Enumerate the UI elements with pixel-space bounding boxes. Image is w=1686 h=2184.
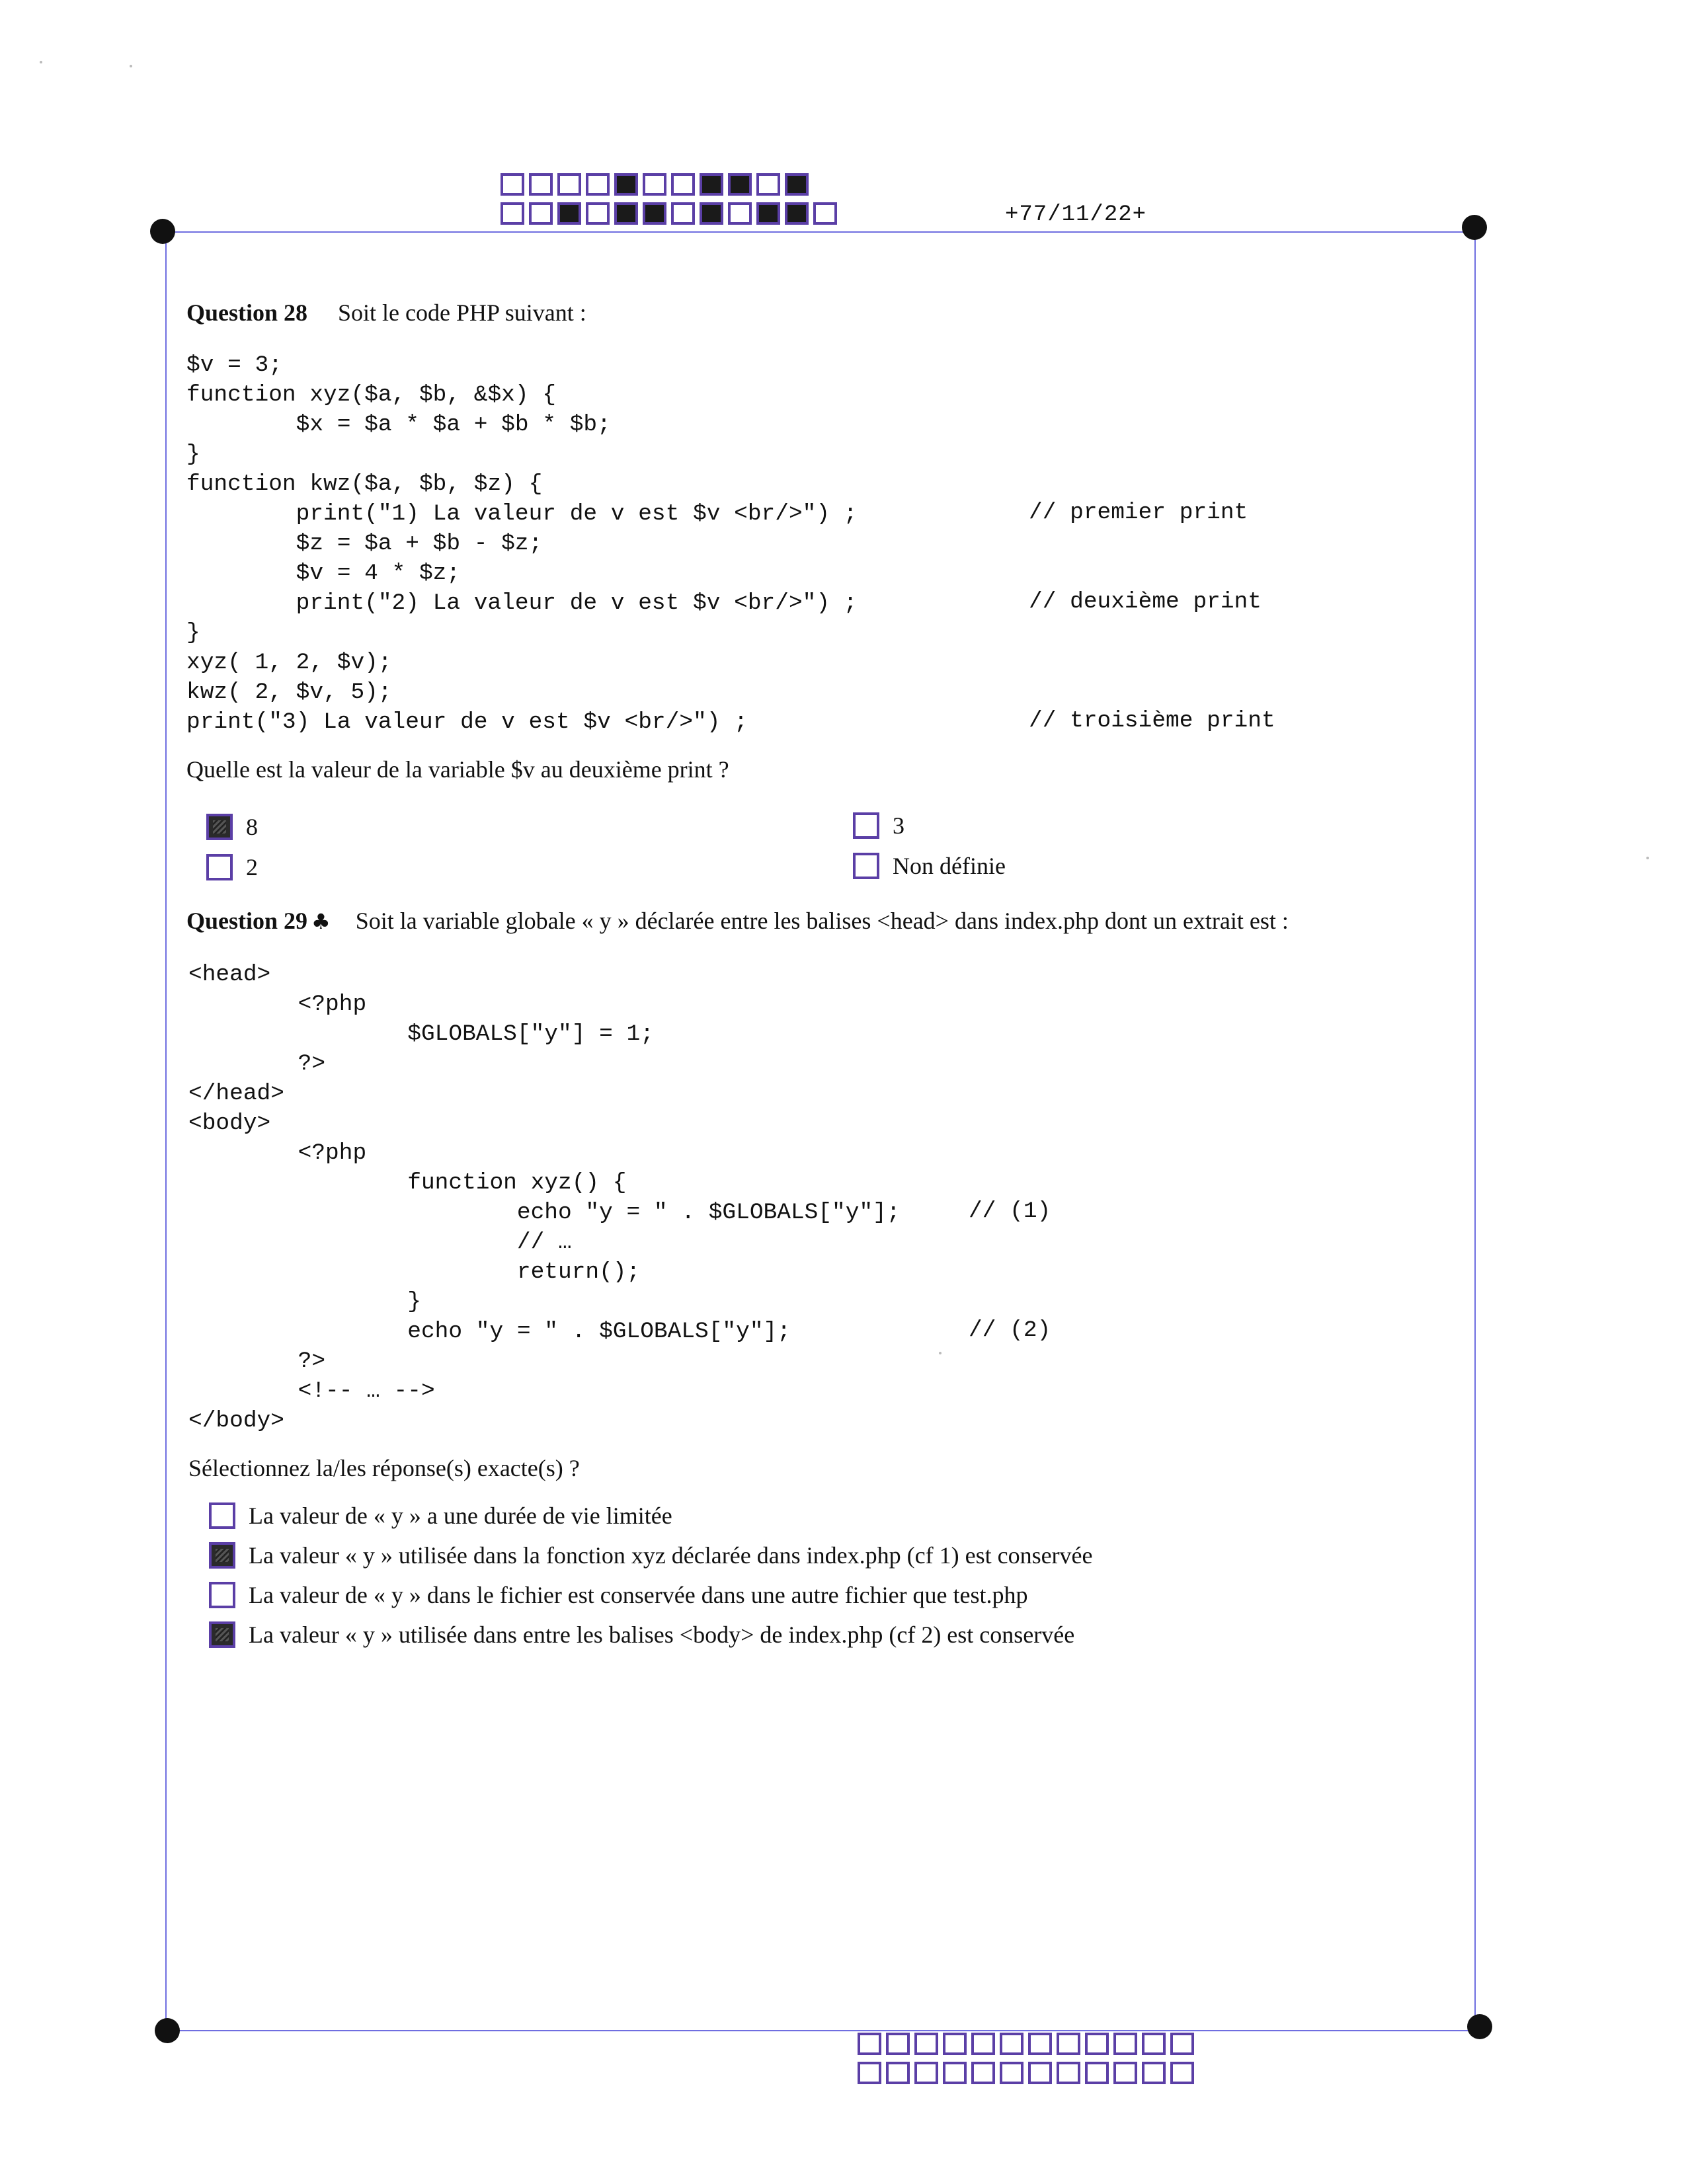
answer-label: 8	[246, 814, 258, 840]
code-cell	[813, 202, 837, 225]
q28-answer-8[interactable]	[206, 813, 258, 841]
code-cell	[501, 202, 524, 225]
code-cell	[671, 173, 695, 196]
answer-label: La valeur « y » utilisée dans la fonction xyz déclarée dans index.php (cf 1) est conservée	[249, 1542, 1093, 1569]
q29-code-line-11: return();	[188, 1259, 641, 1285]
code-cell	[557, 202, 581, 225]
top-code-row-2	[501, 202, 842, 225]
q28-code-line-2: function xyz($a, $b, &$x) {	[186, 382, 556, 408]
checkbox[interactable]	[853, 812, 879, 839]
q29-code-line-9: echo "y = " . $GLOBALS["y"];	[188, 1200, 901, 1226]
frame-left	[165, 231, 167, 2031]
corner-marker-bottom-right	[1467, 2014, 1492, 2039]
q29-answer-3[interactable]	[209, 1581, 1028, 1609]
q29-code-line-15: <!-- … -->	[188, 1378, 435, 1404]
question-28-heading	[186, 299, 586, 327]
code-cell	[756, 202, 780, 225]
checkbox[interactable]	[206, 814, 233, 840]
code-cell	[886, 2033, 910, 2055]
checkbox[interactable]	[853, 853, 879, 879]
q29-answer-1[interactable]	[209, 1502, 672, 1530]
code-cell	[1085, 2033, 1109, 2055]
answer-label: Non définie	[893, 853, 1006, 879]
scan-speck	[1646, 857, 1649, 859]
q28-code-line-10: }	[186, 620, 200, 646]
corner-marker-top-left	[150, 219, 175, 244]
code-cell	[728, 202, 752, 225]
code-cell	[1170, 2062, 1194, 2084]
code-cell	[943, 2033, 967, 2055]
q28-answer-2[interactable]	[206, 853, 258, 881]
q28-code-line-11: xyz( 1, 2, $v);	[186, 650, 392, 676]
scan-speck	[130, 65, 132, 67]
bottom-code-row-1	[858, 2033, 1199, 2055]
q29-code-line-1: <head>	[188, 962, 271, 988]
q29-comment-2: // (2)	[969, 1317, 1051, 1343]
checkbox[interactable]	[209, 1621, 235, 1648]
bottom-code-row-2	[858, 2062, 1199, 2084]
code-cell	[1000, 2062, 1024, 2084]
sheet-id: +77/11/22+	[1005, 202, 1147, 227]
q28-code-line-8: $v = 4 * $z;	[186, 561, 461, 586]
code-cell	[914, 2033, 938, 2055]
q29-answer-2[interactable]	[209, 1541, 1093, 1569]
q28-answer-3[interactable]	[853, 812, 904, 839]
code-cell	[614, 202, 638, 225]
code-cell	[728, 173, 752, 196]
checkbox[interactable]	[209, 1502, 235, 1529]
scan-speck	[40, 61, 42, 63]
q29-code-line-13: echo "y = " . $GLOBALS["y"];	[188, 1319, 791, 1345]
question-29-prompt: Soit la variable globale « y » déclarée entre les balises <head> dans index.php dont un extrait est :	[355, 908, 1289, 934]
corner-marker-bottom-left	[155, 2018, 180, 2043]
q29-comment-1: // (1)	[969, 1198, 1051, 1224]
question-29-heading	[186, 907, 1289, 935]
q28-code-line-1: $v = 3;	[186, 352, 282, 378]
scan-speck	[939, 1352, 942, 1354]
question-28-number: Question 28	[186, 299, 308, 326]
code-cell	[700, 173, 723, 196]
code-cell	[1170, 2033, 1194, 2055]
q28-comment-premier: // premier print	[1029, 500, 1248, 526]
q28-code-line-5: function kwz($a, $b, $z) {	[186, 471, 543, 497]
code-cell	[1028, 2062, 1052, 2084]
checkbox[interactable]	[209, 1582, 235, 1608]
code-cell	[643, 202, 666, 225]
question-29-number: Question 29	[186, 908, 308, 934]
code-cell	[785, 202, 809, 225]
code-cell	[586, 202, 610, 225]
answer-label: 3	[893, 812, 904, 839]
answer-label: La valeur de « y » dans le fichier est conservée dans une autre fichier que test.php	[249, 1582, 1028, 1608]
code-cell	[614, 173, 638, 196]
code-cell	[1085, 2062, 1109, 2084]
q29-code-line-2: <?php	[188, 992, 367, 1017]
q28-code-line-13: print("3) La valeur de v est $v <br/>") ;	[186, 709, 748, 735]
code-cell	[1113, 2062, 1137, 2084]
checkbox[interactable]	[206, 854, 233, 880]
q28-answer-non-definie[interactable]	[853, 852, 1006, 880]
code-cell	[914, 2062, 938, 2084]
q29-code-line-16: </body>	[188, 1408, 284, 1434]
q29-code-line-4: ?>	[188, 1051, 326, 1077]
q28-code-line-7: $z = $a + $b - $z;	[186, 531, 543, 557]
checkbox[interactable]	[209, 1542, 235, 1569]
code-cell	[943, 2062, 967, 2084]
club-icon: ♣	[311, 909, 331, 934]
code-cell	[1057, 2033, 1080, 2055]
question-28-prompt: Soit le code PHP suivant :	[338, 299, 586, 326]
q29-code-line-8: function xyz() {	[188, 1170, 627, 1196]
question-29-question: Sélectionnez la/les réponse(s) exacte(s) ?	[188, 1455, 580, 1481]
q29-code-line-6: <body>	[188, 1111, 271, 1136]
q29-code-line-5: </head>	[188, 1081, 284, 1107]
top-code-row-1	[501, 173, 813, 196]
code-cell	[700, 202, 723, 225]
code-cell	[557, 173, 581, 196]
code-cell	[1142, 2062, 1166, 2084]
code-cell	[586, 173, 610, 196]
code-cell	[1113, 2033, 1137, 2055]
q28-code-line-4: }	[186, 442, 200, 467]
frame-right	[1474, 231, 1476, 2030]
frame-top	[162, 231, 1476, 233]
q29-code-line-3: $GLOBALS["y"] = 1;	[188, 1021, 654, 1047]
code-cell	[1028, 2033, 1052, 2055]
q29-answer-4[interactable]	[209, 1621, 1074, 1649]
q28-code-line-6: print("1) La valeur de v est $v <br/>") ;	[186, 501, 858, 527]
code-cell	[971, 2033, 995, 2055]
answer-label: La valeur « y » utilisée dans entre les balises <body> de index.php (cf 2) est conservée	[249, 1621, 1075, 1648]
code-cell	[1057, 2062, 1080, 2084]
code-cell	[1000, 2033, 1024, 2055]
question-28-question: Quelle est la valeur de la variable $v au deuxième print ?	[186, 756, 729, 783]
code-cell	[529, 202, 553, 225]
q29-code-line-14: ?>	[188, 1348, 326, 1374]
frame-bottom	[167, 2030, 1481, 2031]
corner-marker-top-right	[1462, 215, 1487, 240]
code-cell	[886, 2062, 910, 2084]
code-cell	[1142, 2033, 1166, 2055]
q28-code-line-12: kwz( 2, $v, 5);	[186, 680, 392, 705]
q28-code-line-9: print("2) La valeur de v est $v <br/>") ;	[186, 590, 858, 616]
code-cell	[971, 2062, 995, 2084]
q29-code-line-7: <?php	[188, 1140, 367, 1166]
q28-code-line-3: $x = $a * $a + $b * $b;	[186, 412, 611, 438]
code-cell	[785, 173, 809, 196]
q28-comment-troisieme: // troisième print	[1029, 708, 1275, 734]
q29-code-line-10: // …	[188, 1229, 572, 1255]
q28-comment-deuxieme: // deuxième print	[1029, 589, 1262, 615]
code-cell	[643, 173, 666, 196]
code-cell	[756, 173, 780, 196]
code-cell	[858, 2062, 881, 2084]
code-cell	[529, 173, 553, 196]
answer-label: La valeur de « y » a une durée de vie limitée	[249, 1502, 672, 1529]
code-cell	[671, 202, 695, 225]
answer-label: 2	[246, 854, 258, 880]
q29-code-line-12: }	[188, 1289, 421, 1315]
code-cell	[858, 2033, 881, 2055]
code-cell	[501, 173, 524, 196]
